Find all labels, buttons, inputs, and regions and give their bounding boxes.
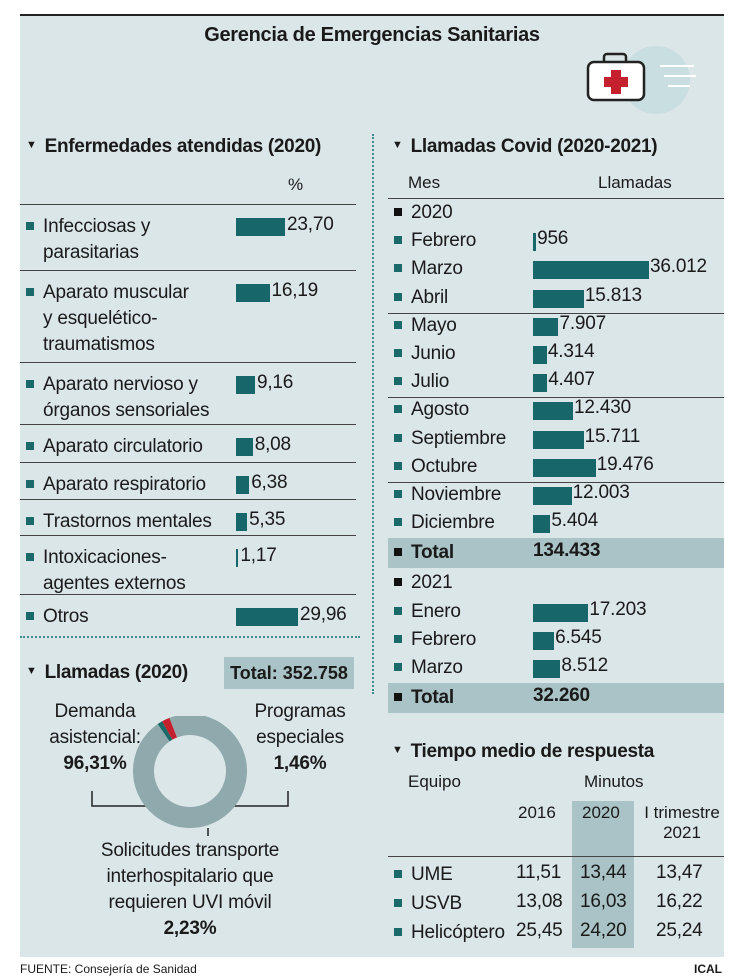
enfermedades-value: 9,16 bbox=[256, 372, 294, 393]
year-text: 2021 bbox=[411, 572, 453, 594]
first-aid-kit-icon bbox=[582, 46, 702, 116]
covid-value: 956 bbox=[537, 228, 569, 250]
enfermedades-bar bbox=[236, 284, 270, 302]
bullet-square bbox=[394, 321, 402, 329]
enfermedades-row-label bbox=[26, 509, 212, 535]
equipo-text: UME bbox=[411, 864, 453, 885]
covid-col-llamadas: Llamadas bbox=[598, 173, 672, 192]
enfermedades-value: 1,17 bbox=[240, 545, 277, 566]
footer-credit: ICAL bbox=[694, 962, 722, 976]
enfermedades-value: 8,08 bbox=[254, 434, 291, 455]
tiempo-col-minutos: Minutos bbox=[584, 772, 644, 791]
covid-month-label bbox=[394, 369, 449, 395]
bullet-square bbox=[394, 490, 402, 498]
enfermedades-value: 5,35 bbox=[249, 509, 286, 530]
covid-month-label bbox=[394, 454, 477, 480]
divider bbox=[20, 594, 356, 595]
enfermedades-row-label bbox=[26, 372, 209, 424]
covid-month-label bbox=[394, 426, 506, 452]
covid-bar bbox=[533, 318, 558, 336]
bullet-square bbox=[26, 442, 34, 450]
equipo-text: Helicóptero bbox=[411, 922, 505, 943]
covid-value: 19.476 bbox=[596, 453, 654, 475]
enfermedades-heading: ▼ Enfermedades atendidas (2020) bbox=[26, 136, 322, 157]
enfermedades-value: 6,38 bbox=[251, 472, 288, 493]
tiempo-heading: ▼ Tiempo medio de respuesta bbox=[392, 741, 655, 762]
month-text: Noviembre bbox=[411, 484, 502, 505]
row-label-line: Otros bbox=[43, 606, 89, 627]
tiempo-year-2020: 2020 bbox=[582, 803, 620, 822]
programas-label: Programas especiales 1,46% bbox=[254, 701, 346, 774]
tiempo-year-q1: I trimestre 2021 bbox=[644, 803, 720, 842]
enfermedades-bar bbox=[236, 513, 247, 531]
bullet-square bbox=[394, 578, 402, 586]
equipo-text: USVB bbox=[411, 893, 462, 914]
bullet-square bbox=[26, 612, 34, 620]
row-label-line: parasitarias bbox=[43, 242, 139, 263]
bullet-square bbox=[394, 870, 402, 878]
covid-month-label bbox=[394, 655, 463, 681]
covid-value: 7.907 bbox=[559, 312, 607, 334]
month-text: Septiembre bbox=[411, 427, 507, 449]
covid-value: 4.314 bbox=[547, 341, 595, 362]
row-label-line: Trastornos mentales bbox=[43, 511, 212, 532]
covid-bar bbox=[533, 604, 588, 622]
divider bbox=[388, 198, 724, 199]
tiempo-col-equipo: Equipo bbox=[408, 772, 461, 791]
enfermedades-row-label bbox=[26, 214, 150, 266]
covid-month-label bbox=[394, 341, 455, 367]
page-title: Gerencia de Emergencias Sanitarias bbox=[204, 24, 540, 46]
row-label-line: Aparato circulatorio bbox=[43, 436, 203, 457]
tiempo-value-2016: 13,08 bbox=[516, 891, 563, 912]
covid-month-label bbox=[394, 228, 476, 254]
row-label-line: Aparato nervioso y bbox=[43, 374, 198, 395]
month-text: Abril bbox=[411, 286, 449, 308]
covid-bar bbox=[533, 402, 573, 420]
enfermedades-row-label bbox=[26, 434, 203, 460]
covid-bar bbox=[533, 632, 554, 650]
covid-year-label bbox=[394, 570, 452, 596]
covid-month-label bbox=[394, 482, 501, 508]
bullet-square bbox=[394, 405, 402, 413]
divider bbox=[388, 856, 724, 857]
tiempo-row-label bbox=[394, 891, 462, 917]
covid-bar bbox=[533, 233, 536, 251]
month-text: Mayo bbox=[411, 314, 457, 336]
bullet-square bbox=[394, 293, 402, 301]
tiempo-value-q1-2021: 16,22 bbox=[656, 891, 703, 912]
enfermedades-bar bbox=[236, 608, 298, 626]
covid-value: 15.813 bbox=[584, 284, 642, 306]
bullet-square bbox=[26, 380, 34, 388]
divider bbox=[20, 362, 356, 363]
covid-value: 8.512 bbox=[561, 655, 608, 676]
bullet-square bbox=[394, 928, 402, 936]
enfermedades-row-label bbox=[26, 472, 206, 498]
covid-bar bbox=[533, 515, 550, 533]
bullet-square bbox=[26, 517, 34, 525]
bullet-square bbox=[394, 899, 402, 907]
covid-month-label bbox=[394, 627, 476, 653]
covid-bar bbox=[533, 431, 584, 449]
covid-total-value: 134.433 bbox=[533, 540, 601, 562]
row-label-line: y esquelético- bbox=[43, 308, 158, 329]
donut-slice-demanda bbox=[133, 716, 247, 828]
covid-bar bbox=[533, 261, 649, 279]
covid-value: 12.003 bbox=[572, 482, 630, 503]
donut-slices bbox=[133, 716, 247, 828]
enfermedades-bar bbox=[236, 376, 255, 394]
divider bbox=[20, 462, 356, 463]
covid-month-label bbox=[394, 510, 495, 536]
tiempo-value-2016: 25,45 bbox=[516, 920, 563, 941]
tiempo-value-2016: 11,51 bbox=[516, 862, 562, 883]
row-label-line: traumatismos bbox=[43, 334, 155, 355]
divider bbox=[20, 204, 356, 205]
bullet-square bbox=[394, 462, 402, 470]
covid-month-label bbox=[394, 599, 461, 625]
bullet-square bbox=[394, 434, 402, 442]
enfermedades-bar bbox=[236, 218, 285, 236]
covid-bar bbox=[533, 290, 584, 308]
covid-value: 15.711 bbox=[584, 425, 641, 447]
year-text: 2020 bbox=[411, 202, 453, 223]
demanda-label: Demanda asistencial: 96,31% bbox=[49, 701, 141, 774]
covid-month-label bbox=[394, 313, 457, 339]
enfermedades-bar bbox=[236, 549, 238, 567]
covid-bar bbox=[533, 459, 596, 477]
covid-value: 4.407 bbox=[548, 369, 595, 391]
enfermedades-unit: % bbox=[288, 175, 304, 194]
bullet-square bbox=[394, 607, 402, 615]
month-text: Marzo bbox=[411, 657, 463, 678]
month-text: Junio bbox=[411, 343, 456, 364]
tiempo-value-2020: 24,20 bbox=[580, 920, 627, 941]
bullet-square bbox=[394, 548, 402, 556]
bullet-square bbox=[394, 693, 402, 701]
bullet-square bbox=[394, 236, 402, 244]
llamadas-heading: ▼ Llamadas (2020) bbox=[26, 662, 188, 683]
enfermedades-bar bbox=[236, 476, 249, 494]
tiempo-value-2020: 13,44 bbox=[580, 862, 627, 883]
covid-year-label bbox=[394, 200, 452, 226]
covid-bar bbox=[533, 487, 572, 505]
footer-source: FUENTE: Consejería de Sanidad bbox=[20, 962, 197, 976]
bullet-square bbox=[26, 480, 34, 488]
row-label-line: Aparato muscular bbox=[43, 282, 189, 303]
tiempo-value-2020: 16,03 bbox=[580, 891, 627, 912]
covid-total-label bbox=[394, 540, 454, 566]
tiempo-row-label bbox=[394, 920, 505, 946]
divider bbox=[20, 535, 356, 536]
llamadas-donut-chart bbox=[80, 716, 310, 836]
month-text: Octubre bbox=[411, 455, 478, 477]
divider bbox=[20, 270, 356, 271]
row-label-line: Aparato respiratorio bbox=[43, 474, 206, 495]
bullet-square bbox=[394, 264, 402, 272]
month-text: Marzo bbox=[411, 258, 463, 280]
bullet-square bbox=[26, 222, 34, 230]
bullet-square bbox=[394, 208, 402, 216]
enfermedades-bar bbox=[236, 438, 253, 456]
enfermedades-value: 29,96 bbox=[300, 604, 347, 625]
llamadas-total: Total: 352.758 bbox=[224, 657, 354, 689]
bullet-square bbox=[26, 288, 34, 296]
month-text: Febrero bbox=[411, 628, 477, 650]
bullet-square bbox=[394, 663, 402, 671]
covid-month-label bbox=[394, 397, 469, 423]
total-text: Total bbox=[411, 542, 454, 564]
row-label-line: Intoxicaciones- bbox=[43, 547, 167, 568]
month-text: Enero bbox=[411, 600, 461, 622]
covid-month-label bbox=[394, 256, 463, 282]
bullet-square bbox=[394, 635, 402, 643]
enfermedades-row-label bbox=[26, 280, 189, 358]
divider bbox=[372, 134, 374, 694]
bullet-square bbox=[26, 553, 34, 561]
divider bbox=[20, 424, 356, 425]
covid-value: 5.404 bbox=[551, 510, 598, 532]
covid-value: 12.430 bbox=[574, 397, 631, 419]
enfermedades-value: 16,19 bbox=[271, 280, 319, 301]
enfermedades-row-label bbox=[26, 604, 88, 630]
covid-value: 36.012 bbox=[650, 256, 707, 278]
covid-bar bbox=[533, 374, 547, 392]
bullet-square bbox=[394, 349, 402, 357]
covid-bar bbox=[533, 346, 547, 364]
month-text: Diciembre bbox=[411, 512, 495, 534]
bullet-square bbox=[394, 518, 402, 526]
covid-heading: ▼ Llamadas Covid (2020-2021) bbox=[392, 136, 658, 157]
covid-value: 17.203 bbox=[589, 598, 647, 620]
month-text: Agosto bbox=[411, 399, 469, 421]
covid-total-value: 32.260 bbox=[533, 685, 590, 707]
covid-col-mes: Mes bbox=[408, 173, 441, 192]
tiempo-row-label bbox=[394, 862, 453, 888]
infographic-panel bbox=[20, 14, 724, 957]
total-text: Total bbox=[411, 687, 454, 709]
bullet-square bbox=[394, 377, 402, 385]
covid-month-label bbox=[394, 285, 448, 311]
row-label-line: agentes externos bbox=[43, 573, 186, 594]
tiempo-value-q1-2021: 25,24 bbox=[656, 920, 703, 941]
covid-total-label bbox=[394, 685, 454, 711]
divider bbox=[20, 499, 356, 500]
covid-bar bbox=[533, 660, 560, 678]
tiempo-value-q1-2021: 13,47 bbox=[656, 862, 703, 883]
divider bbox=[20, 636, 360, 638]
month-text: Julio bbox=[411, 371, 450, 393]
row-label-line: órganos sensoriales bbox=[43, 400, 210, 421]
enfermedades-value: 23,70 bbox=[287, 214, 334, 235]
month-text: Febrero bbox=[411, 230, 477, 252]
row-label-line: Infecciosas y bbox=[43, 216, 151, 237]
enfermedades-row-label bbox=[26, 545, 186, 597]
solicitudes-label: Solicitudes transporte interhospitalario que requieren UVI móvil 2,23% bbox=[100, 840, 280, 939]
tiempo-year-2016: 2016 bbox=[518, 803, 556, 822]
covid-value: 6.545 bbox=[555, 626, 602, 648]
